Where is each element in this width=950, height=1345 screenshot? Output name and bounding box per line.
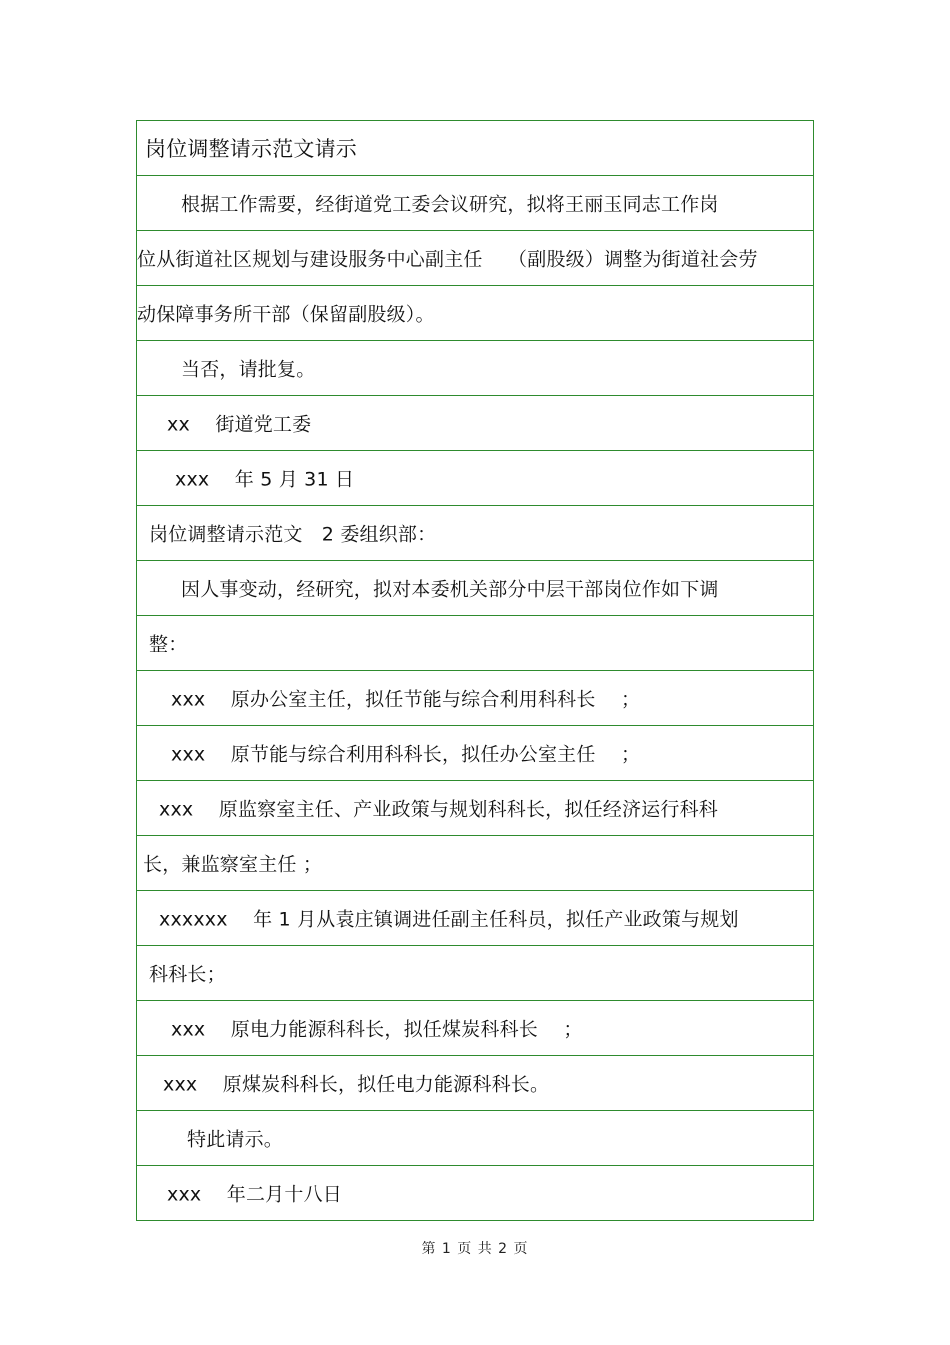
list-item: xxx 原煤炭科科长，拟任电力能源科科长。 — [163, 1073, 550, 1096]
text-line: 科科长； — [149, 963, 226, 986]
text-row — [137, 231, 813, 286]
text-row — [137, 396, 813, 451]
text-row — [137, 1111, 813, 1166]
document-title-row — [137, 121, 813, 176]
signature-org: xx 街道党工委 — [167, 413, 312, 436]
text-row — [137, 1056, 813, 1111]
text-row — [137, 176, 813, 231]
text-row — [137, 836, 813, 891]
document-table — [136, 120, 814, 1221]
list-item: xxx 原节能与综合利用科科长，拟任办公室主任 ； — [171, 743, 641, 766]
text-row — [137, 506, 813, 561]
closing-line: 特此请示。 — [187, 1128, 284, 1151]
text-row — [137, 891, 813, 946]
text-line: 根据工作需要，经街道党工委会议研究，拟将王丽玉同志工作岗 — [181, 193, 719, 216]
text-row — [137, 726, 813, 781]
text-line: 动保障事务所干部（保留副股级）。 — [137, 303, 435, 326]
document-title: 岗位调整请示范文请示 — [145, 137, 357, 161]
text-row — [137, 781, 813, 836]
list-item: xxx 原监察室主任、产业政策与规划科科长，拟任经济运行科科 — [159, 798, 718, 821]
signature-date: xxx 年 5 月 31 日 — [175, 468, 355, 491]
text-line: 位从街道社区规划与建设服务中心副主任 （副股级）调整为街道社会劳 — [137, 248, 758, 271]
list-item: xxxxxx 年 1 月从袁庄镇调进任副主任科员，拟任产业政策与规划 — [159, 908, 739, 931]
list-item: xxx 原电力能源科科长，拟任煤炭科科长 ； — [171, 1018, 583, 1041]
list-item: xxx 原办公室主任，拟任节能与综合利用科科长 ； — [171, 688, 641, 711]
text-row — [137, 616, 813, 671]
text-row — [137, 561, 813, 616]
text-row — [137, 1001, 813, 1056]
text-row — [137, 671, 813, 726]
section-heading: 岗位调整请示范文 2 委组织部： — [149, 523, 437, 546]
closing-date: xxx 年二月十八日 — [167, 1183, 342, 1206]
text-row — [137, 946, 813, 1001]
page-number: 第 1 页 共 2 页 — [421, 1241, 529, 1257]
text-line: 当否，请批复。 — [181, 358, 316, 381]
text-line: 整： — [149, 633, 188, 656]
text-line: 长，兼监察室主任 ； — [143, 853, 323, 876]
text-row — [137, 286, 813, 341]
text-row — [137, 341, 813, 396]
text-line: 因人事变动，经研究，拟对本委机关部分中层干部岗位作如下调 — [181, 578, 719, 601]
text-row — [137, 1166, 813, 1221]
text-row — [137, 451, 813, 506]
